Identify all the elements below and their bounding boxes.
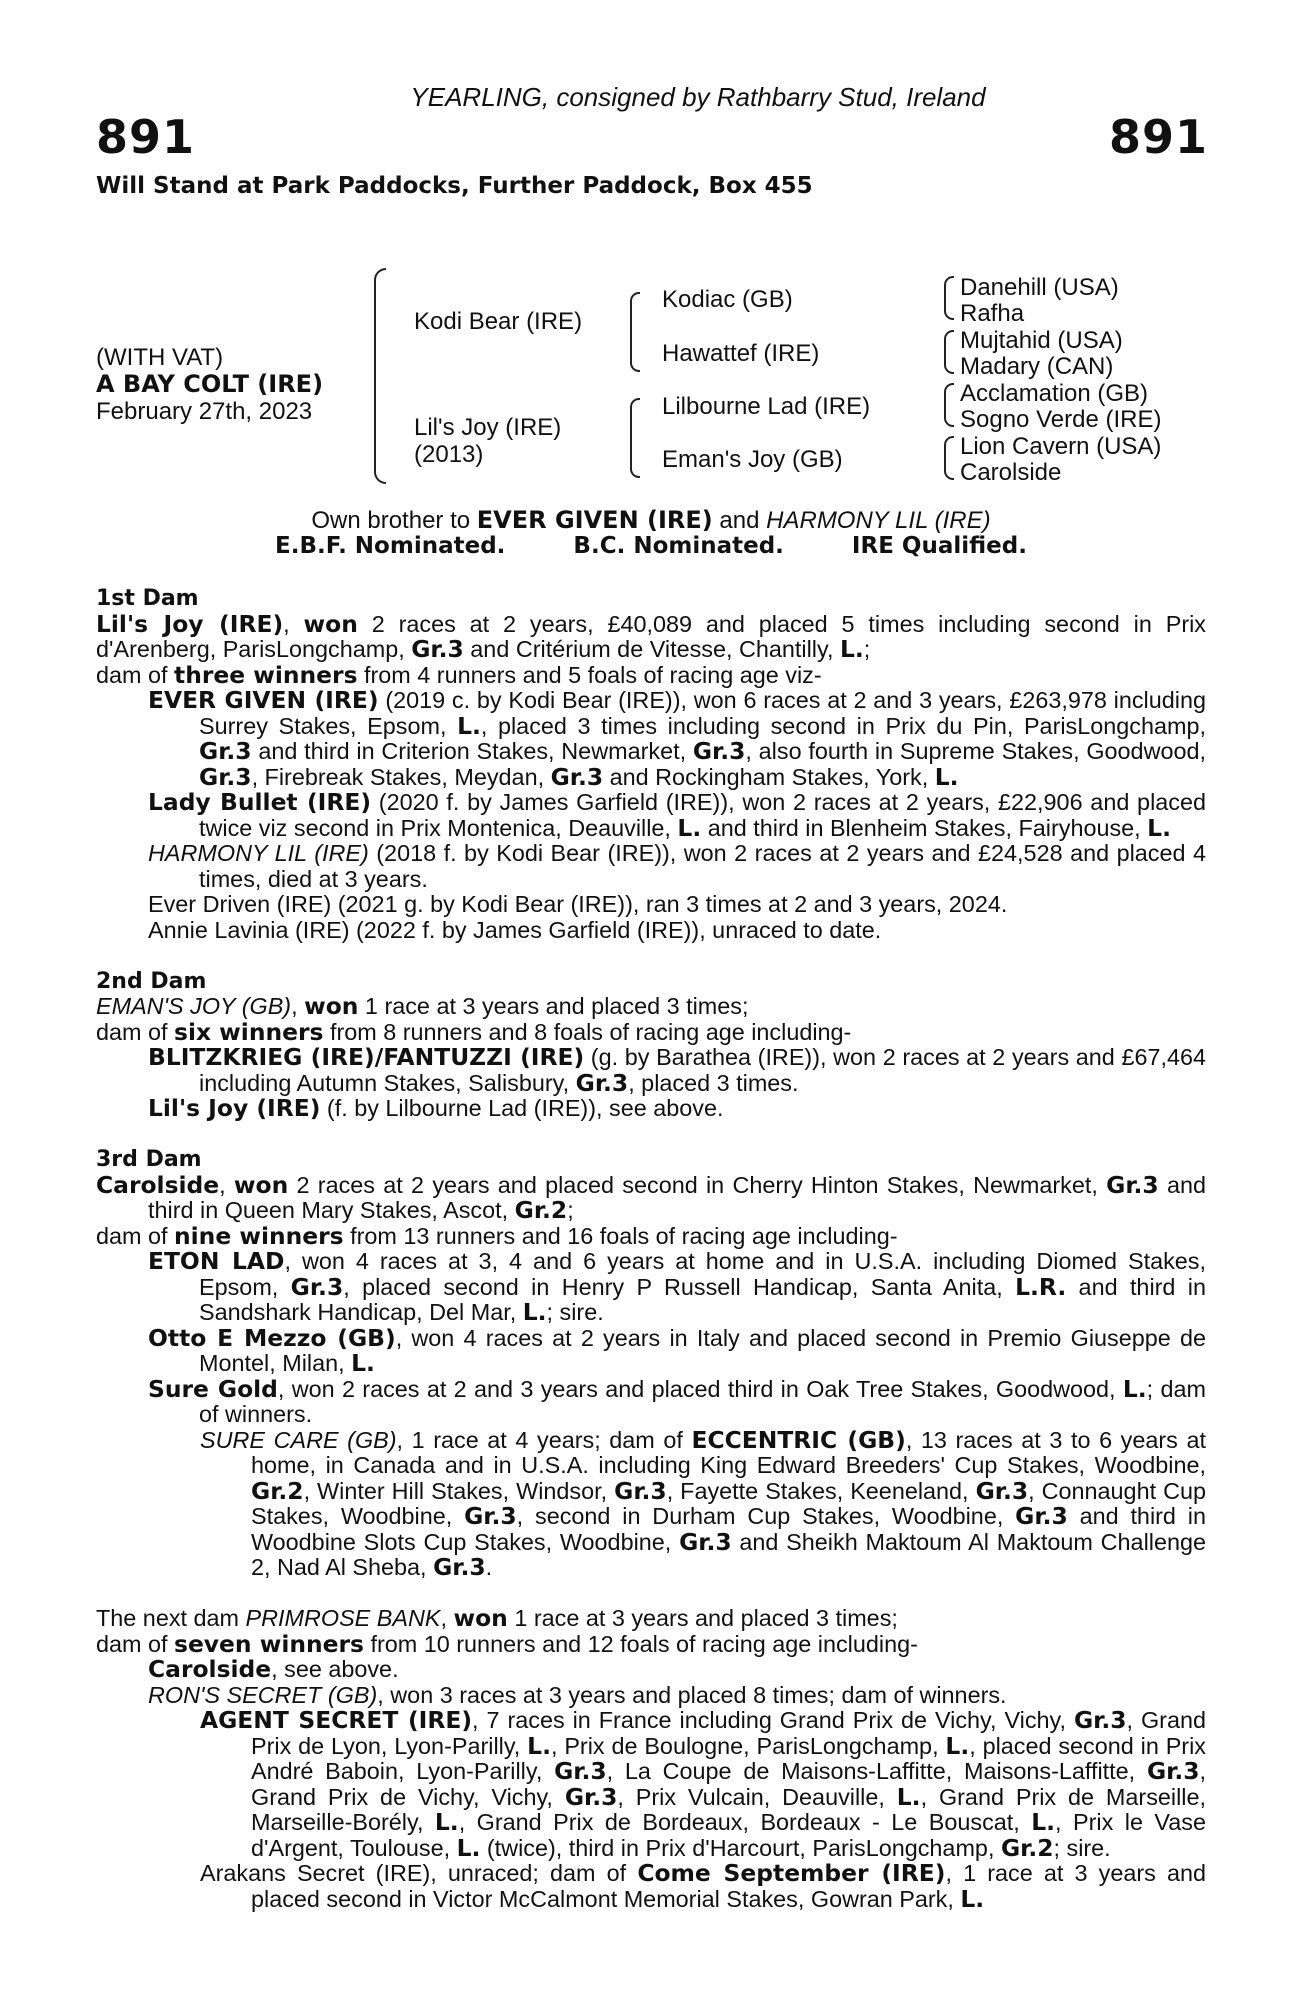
brace-main [374, 268, 386, 484]
g8: Carolside [960, 459, 1062, 486]
brace-g56 [944, 383, 954, 427]
stabling-location: Will Stand at Park Paddocks, Further Paddock, Box 455 [96, 173, 813, 199]
produce-eton-lad: ETON LAD, won 4 races at 3, 4 and 6 years at home and in U.S.A. including Diomed Stakes, Epsom, Gr.3, placed second in Henry P Russell Handicap, Santa Anita, L.R. and third in Sandshark Handicap, Del Mar, L.; sire. [148, 1247, 1207, 1326]
brace-g34 [944, 330, 954, 374]
brace-dam [630, 398, 640, 478]
second-dam-para: EMAN'S JOY (GB), won 1 race at 3 years and placed 3 times; [96, 992, 749, 1020]
produce-ever-driven: Ever Driven (IRE) (2021 g. by Kodi Bear (IRE)), ran 3 times at 2 and 3 years, 2024. [148, 891, 1008, 917]
sibling-ever-given: EVER GIVEN (IRE) [476, 506, 713, 534]
pedigree-notes [96, 586, 1206, 1912]
g7: Lion Cavern (USA) [960, 433, 1162, 460]
sibling-harmony-lil: HARMONY LIL (IRE) [766, 507, 991, 534]
lot-number-right: 891 [1108, 110, 1208, 164]
g6: Sogno Verde (IRE) [960, 406, 1162, 433]
heading-2nd-dam: 2nd Dam [96, 968, 207, 994]
lot-number-left: 891 [96, 110, 196, 164]
dam-sire: Lilbourne Lad (IRE) [662, 393, 871, 420]
produce-harmony-lil: HARMONY LIL (IRE) (2018 f. by Kodi Bear (IRE)), won 2 races at 2 years and £24,528 and placed 4 times, died at 3 years. [148, 840, 1206, 892]
heading-1st-dam: 1st Dam [96, 586, 199, 611]
g2: Rafha [960, 300, 1025, 327]
produce-ever-given: EVER GIVEN (IRE) (2019 c. by Kodi Bear (IRE)), won 6 races at 2 and 3 years, £263,978 including Surrey Stakes, Epsom, L., placed 3 times including second in Prix du Pin, ParisLongchamp, Gr.3 and third in Criterion Stakes, Newmarket, Gr.3, also fourth in Supreme Stakes, Goodwood, Gr.3, Firebreak Stakes, Meydan, Gr.3 and Rockingham Stakes, York, L. [148, 686, 1206, 791]
first-dam-para: Lil's Joy (IRE), won 2 races at 2 years, £40,089 and placed 5 times including second in Prix d'Arenberg, ParisLongchamp, Gr.3 and Critérium de Vitesse, Chantilly, L.; [96, 609, 1207, 663]
produce-sure-care: SURE CARE (GB), 1 race at 4 years; dam of ECCENTRIC (GB), 13 races at 3 to 6 years at home, in Canada and in U.S.A. including King Edward Breeders' Cup Stakes, Woodbine, Gr.2, Winter Hill Stakes, Windsor, Gr.3, Fayette Stakes, Keeneland, Gr.3, Connaught Cup Stakes, Woodbine, Gr.3, second in Durham Cup Stakes, Woodbine, Gr.3 and third in Woodbine Slots Cup Stakes, Woodbine, Gr.3 and Sheikh Maktoum Al Maktoum Challenge 2, Nad Al Sheba, Gr.3. [200, 1425, 1206, 1581]
sire-sire: Kodiac (GB) [662, 286, 793, 313]
produce-annie-lavinia: Annie Lavinia (IRE) (2022 f. by James Garfield (IRE)), unraced to date. [148, 916, 882, 943]
brace-g12 [944, 276, 954, 320]
vat-note: (WITH VAT) [96, 344, 224, 371]
ebf-nomination: E.B.F. Nominated. [275, 533, 506, 559]
produce-lils-joy: Lil's Joy (IRE) (f. by Lilbourne Lad (IRE)), see above. [148, 1094, 724, 1122]
heading-3rd-dam: 3rd Dam [96, 1147, 202, 1172]
sire-dam: Hawattef (IRE) [662, 340, 820, 367]
horse-description: A BAY COLT (IRE) [96, 370, 324, 398]
dam-year: (2013) [414, 441, 484, 468]
dam: Lil's Joy (IRE) [414, 414, 562, 441]
ire-qualification: IRE Qualified. [851, 533, 1027, 559]
own-brother-line: Own brother to EVER GIVEN (IRE) and HARMONY LIL (IRE) [311, 506, 991, 534]
g1: Danehill (USA) [960, 274, 1119, 301]
bc-nomination: B.C. Nominated. [573, 533, 784, 559]
dam-dam: Eman's Joy (GB) [662, 446, 843, 473]
sire: Kodi Bear (IRE) [414, 308, 583, 335]
g3: Mujtahid (USA) [960, 327, 1123, 354]
nominations [96, 533, 1206, 559]
next-dam-produce: dam of seven winners from 10 runners and 12 foals of racing age including- [96, 1629, 918, 1658]
first-dam-produce: dam of three winners from 4 runners and 5 foals of racing age viz- [96, 660, 822, 689]
produce-blitzkrieg: BLITZKRIEG (IRE)/FANTUZZI (IRE) (g. by Barathea (IRE)), won 2 races at 2 years and £67,464 including Autumn Stakes, Salisbury, Gr.3, placed 3 times. [148, 1043, 1207, 1097]
next-dam-para: The next dam PRIMROSE BANK, won 1 race at 3 years and placed 3 times; [96, 1604, 898, 1632]
third-dam-para: Carolside, won 2 races at 2 years and placed second in Cherry Hinton Stakes, Newmarket, Gr.3 and third in Queen Mary Stakes, Ascot, Gr.2; [96, 1170, 1207, 1224]
produce-sure-gold: Sure Gold, won 2 races at 2 and 3 years and placed third in Oak Tree Stakes, Goodwood, L.; dam of winners. [148, 1374, 1206, 1427]
produce-lady-bullet: Lady Bullet (IRE) (2020 f. by James Garfield (IRE)), won 2 races at 2 years, £22,906 and placed twice viz second in Prix Montenica, Deauville, L. and third in Blenheim Stakes, Fairyhouse, L. [148, 788, 1206, 842]
third-dam-produce: dam of nine winners from 13 runners and 16 foals of racing age including- [96, 1221, 898, 1250]
produce-agent-secret: AGENT SECRET (IRE), 7 races in France including Grand Prix de Vichy, Vichy, Gr.3, Grand Prix de Lyon, Lyon-Parilly, L., Prix de Boulogne, ParisLongchamp, L., placed second in Prix André Baboin, Lyon-Parilly, Gr.3, La Coupe de Maisons-Laffitte, Maisons-Laffitte, Gr.3, Grand Prix de Vichy, Vichy, Gr.3, Prix Vulcain, Deauville, L., Grand Prix de Marseille, Marseille-Borély, L., Grand Prix de Bordeaux, Bordeaux - Le Bouscat, L., Prix le Vase d'Argent, Toulouse, L. (twice), third in Prix d'Harcourt, ParisLongchamp, Gr.2; sire. [200, 1706, 1206, 1862]
brace-g78 [944, 436, 954, 480]
second-dam-produce: dam of six winners from 8 runners and 8 foals of racing age including- [96, 1017, 852, 1046]
produce-carolside: Carolside, see above. [148, 1655, 399, 1683]
consignment-line: YEARLING, consigned by Rathbarry Stud, Ireland [410, 82, 986, 112]
g4: Madary (CAN) [960, 353, 1114, 380]
g5: Acclamation (GB) [960, 380, 1149, 407]
produce-otto-e-mezzo: Otto E Mezzo (GB), won 4 races at 2 years in Italy and placed second in Premio Giuseppe de Montel, Milan, L. [148, 1323, 1206, 1377]
produce-arakans-secret: Arakans Secret (IRE), unraced; dam of Come September (IRE), 1 race at 3 years and placed second in Victor McCalmont Memorial Stakes, Gowran Park, L. [200, 1859, 1206, 1913]
produce-rons-secret: RON'S SECRET (GB), won 3 races at 3 years and placed 8 times; dam of winners. [148, 1681, 1007, 1708]
foaling-date: February 27th, 2023 [96, 398, 313, 425]
brace-sire [630, 292, 640, 372]
pedigree-table [96, 196, 1206, 496]
